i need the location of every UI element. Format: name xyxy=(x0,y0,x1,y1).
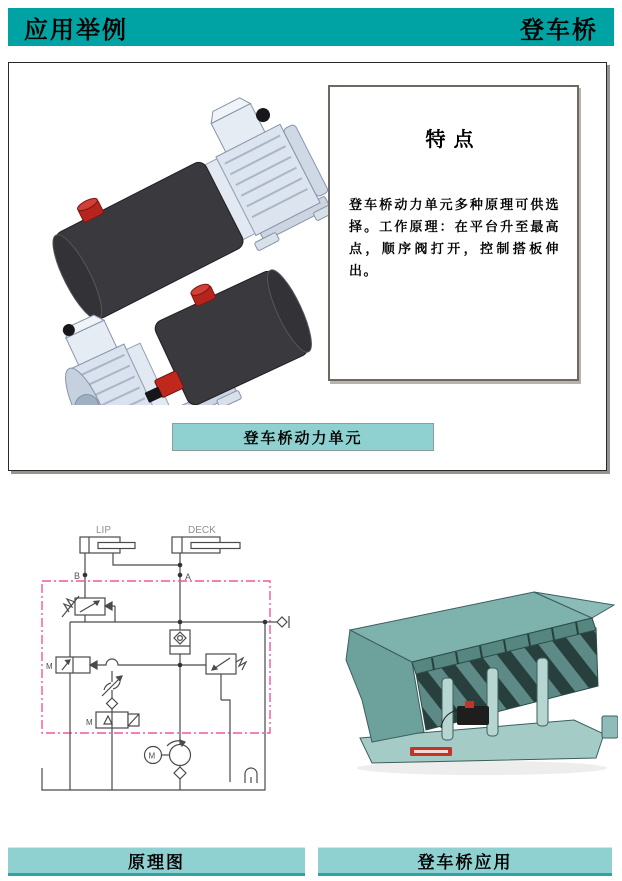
page-title: 应用举例 xyxy=(24,16,128,44)
power-unit-panel xyxy=(8,62,607,471)
solenoid-valve-2 xyxy=(96,712,139,728)
application-caption-label: 登车桥应用 xyxy=(417,853,513,872)
application-caption xyxy=(318,847,612,876)
schematic-caption xyxy=(8,847,305,876)
power-units-illustration xyxy=(33,69,329,405)
power-unit-caption xyxy=(172,423,434,451)
power-unit-caption-label: 登车桥动力单元 xyxy=(243,429,363,447)
external-port xyxy=(265,616,289,628)
flow-control-valve xyxy=(102,671,122,712)
deck-label: DECK xyxy=(188,525,216,536)
dock-leveler-illustration xyxy=(324,560,618,784)
pilot-check-valve xyxy=(170,630,190,654)
schematic-caption-label: 原理图 xyxy=(128,853,185,872)
features-title: 特点 xyxy=(425,129,482,151)
solenoid2-m-label: M xyxy=(86,718,93,727)
tank xyxy=(42,768,265,790)
motor-m-label: M xyxy=(148,751,156,761)
page-subject-title: 登车桥 xyxy=(520,16,598,44)
port-a-label: A xyxy=(185,572,192,582)
page-header xyxy=(8,8,614,46)
hydraulic-schematic xyxy=(28,512,315,808)
port-b-label: B xyxy=(74,571,81,581)
features-box xyxy=(328,85,579,381)
lip-label: LIP xyxy=(96,525,112,536)
features-body-text: 登车桥动力单元多种原理可供选择。工作原理：在平台升至最高点，顺序阀打开，控制搭板伸出。 xyxy=(349,197,560,278)
solenoid1-m-label: M xyxy=(46,662,53,671)
solenoid-valve-1 xyxy=(56,657,97,673)
sequence-valve xyxy=(62,596,115,622)
motor-pump-group xyxy=(145,740,191,790)
relief-valve xyxy=(206,654,246,782)
